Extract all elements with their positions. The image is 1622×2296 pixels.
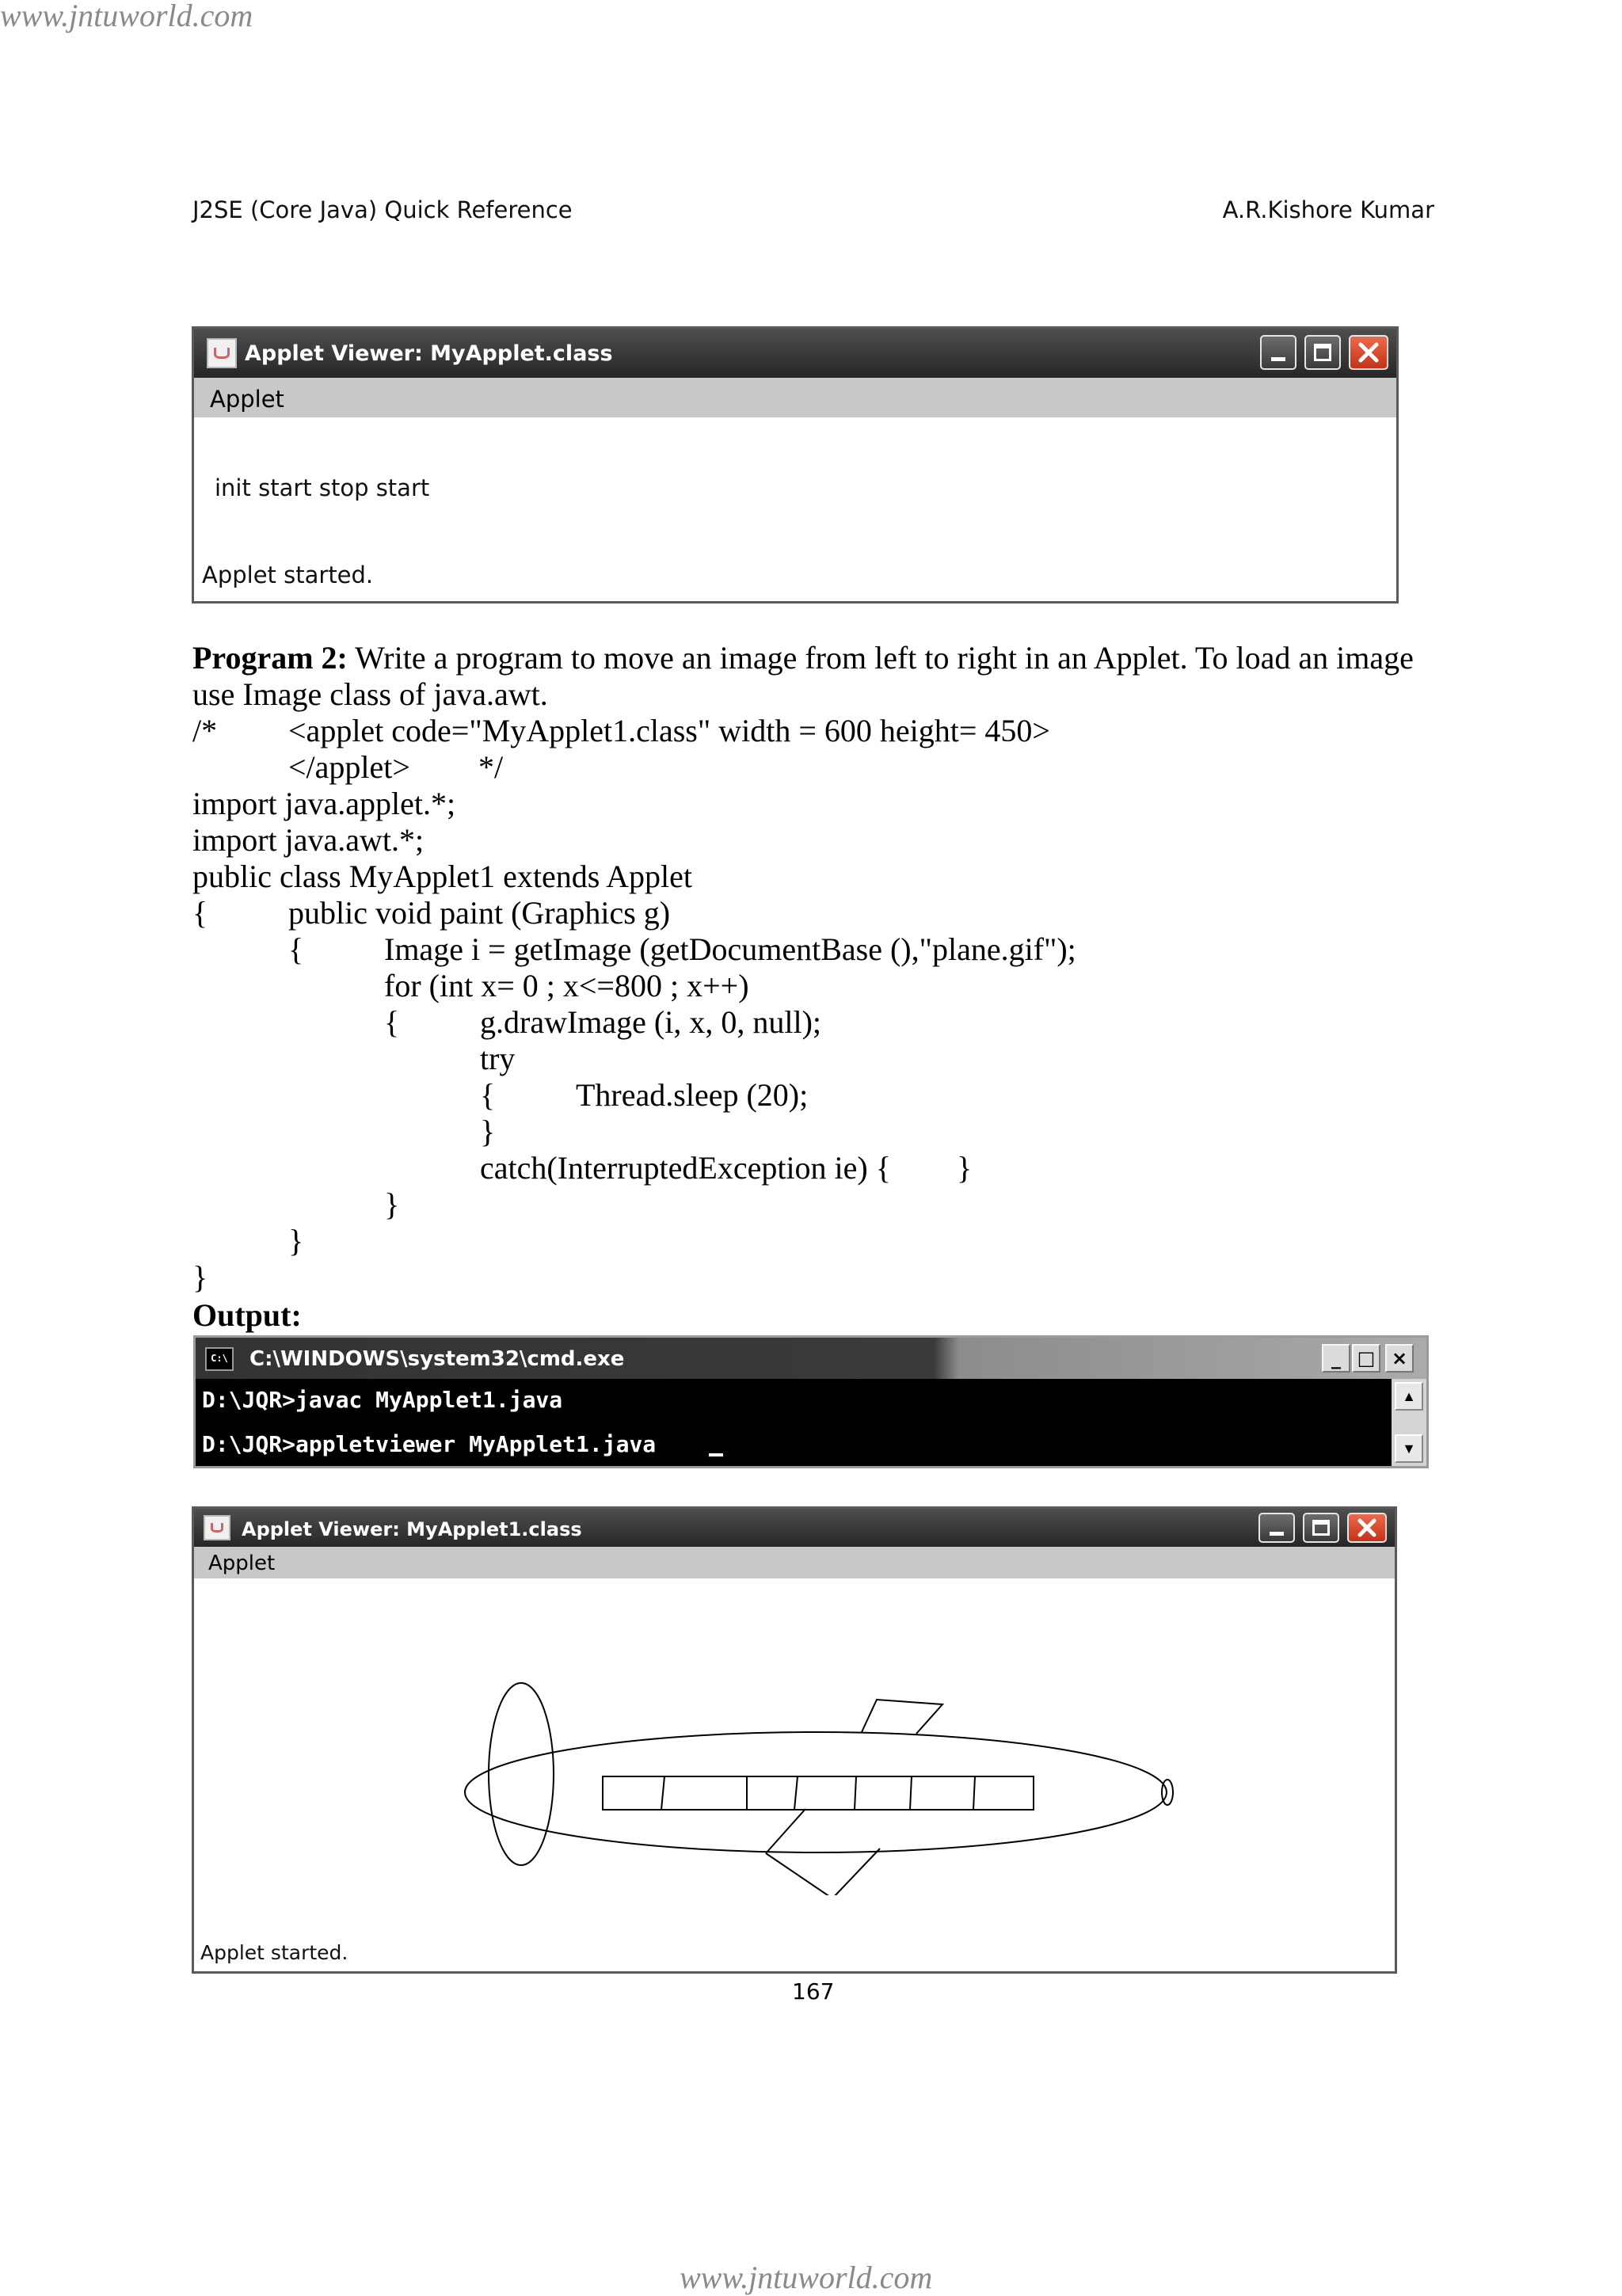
- window-1-content-text: init start stop start: [215, 474, 430, 501]
- cmd-maximize-button[interactable]: □: [1352, 1344, 1380, 1373]
- cmd-line-2: D:\JQR>appletviewer MyApplet1.java: [202, 1431, 657, 1457]
- watermark-bottom: www.jntuworld.com: [680, 2260, 933, 2295]
- menu-applet[interactable]: Applet: [208, 1552, 276, 1575]
- code-line: }: [384, 1186, 400, 1222]
- watermark-top: www.jntuworld.com: [0, 0, 253, 33]
- cmd-title: C:\WINDOWS\system32\cmd.exe: [249, 1347, 625, 1371]
- header-right: A.R.Kishore Kumar: [1222, 196, 1434, 223]
- cmd-window: [193, 1335, 1429, 1468]
- propeller: [489, 1683, 554, 1865]
- code-line: }: [480, 1114, 496, 1149]
- code-line: Thread.sleep (20);: [576, 1077, 809, 1113]
- code-line: {: [192, 895, 208, 931]
- plane-image: [194, 1578, 1395, 1895]
- cmd-close-button[interactable]: ×: [1385, 1344, 1414, 1373]
- applet-viewer-window-2: [192, 1506, 1397, 1974]
- code-line: g.drawImage (i, x, 0, null);: [480, 1004, 821, 1040]
- close-button[interactable]: [1347, 1513, 1387, 1543]
- code-line: {: [480, 1077, 496, 1113]
- code-line: import java.awt.*;: [192, 822, 425, 858]
- code-line: </applet>: [288, 749, 410, 785]
- header-left: J2SE (Core Java) Quick Reference: [192, 196, 573, 223]
- code-line: Image i = getImage (getDocumentBase (),"plane.gif");: [384, 931, 1076, 967]
- code-line: try: [480, 1041, 516, 1076]
- window-1-menubar: [194, 378, 1396, 417]
- applet-viewer-window-1: [192, 326, 1399, 604]
- minimize-button[interactable]: [1260, 335, 1296, 370]
- window-2-title: Applet Viewer: MyApplet1.class: [242, 1518, 582, 1540]
- code-line: <applet code="MyApplet1.class" width = 600 height= 450>: [288, 713, 1050, 748]
- menu-applet[interactable]: Applet: [210, 386, 284, 413]
- window-2-titlebar[interactable]: [194, 1509, 1395, 1547]
- window-1-titlebar[interactable]: [194, 329, 1396, 378]
- code-line: /*: [192, 713, 218, 748]
- code-line: public void paint (Graphics g): [288, 895, 671, 931]
- scroll-up-button[interactable]: ▲: [1395, 1382, 1423, 1411]
- code-line: }: [192, 1259, 208, 1295]
- cmd-titlebar[interactable]: [196, 1338, 1426, 1379]
- maximize-button[interactable]: [1304, 335, 1341, 370]
- cmd-minimize-button[interactable]: _: [1322, 1344, 1350, 1373]
- upper-wing: [862, 1700, 942, 1734]
- close-icon: [1357, 1518, 1376, 1537]
- code-line: {: [288, 931, 304, 967]
- code-line: }: [288, 1223, 304, 1258]
- window-strip: [603, 1776, 1034, 1810]
- scroll-down-button[interactable]: ▼: [1395, 1434, 1423, 1463]
- maximize-icon: [1312, 1520, 1330, 1536]
- code-line: {: [384, 1004, 400, 1040]
- java-cup-icon: [204, 1515, 230, 1540]
- code-line: for (int x= 0 ; x<=800 ; x++): [384, 968, 749, 1003]
- maximize-icon: [1314, 344, 1331, 361]
- window-1-status: Applet started.: [202, 562, 374, 588]
- cmd-cursor: [709, 1453, 723, 1456]
- cmd-line-1: D:\JQR>javac MyApplet1.java: [202, 1387, 563, 1413]
- code-line: */: [478, 749, 504, 785]
- program-description: Write a program to move an image from left to right in an Applet. To load an image: [347, 640, 1414, 676]
- minimize-icon: [1270, 1532, 1284, 1536]
- window-dividers: [661, 1776, 975, 1810]
- cmd-icon: C:\: [205, 1347, 234, 1371]
- code-line: }: [957, 1150, 973, 1186]
- minimize-button[interactable]: [1258, 1513, 1295, 1543]
- output-label: Output:: [192, 1297, 302, 1333]
- window-1-title: Applet Viewer: MyApplet.class: [245, 341, 613, 366]
- close-icon: [1358, 342, 1379, 363]
- cmd-scrollbar[interactable]: [1392, 1379, 1426, 1466]
- maximize-button[interactable]: [1303, 1513, 1339, 1543]
- lower-wing-edge: [766, 1853, 832, 1895]
- close-button[interactable]: [1349, 335, 1388, 370]
- window-2-menubar: [194, 1547, 1395, 1578]
- code-line: public class MyApplet1 extends Applet: [192, 859, 693, 894]
- program-description-line-1: [192, 640, 1414, 676]
- java-cup-icon: [207, 338, 237, 368]
- code-line: catch(InterruptedException ie) {: [480, 1150, 891, 1186]
- page-number: 167: [792, 1978, 835, 2005]
- program-label: Program 2:: [192, 640, 348, 676]
- program-description-line-2: use Image class of java.awt.: [192, 676, 548, 712]
- fuselage: [465, 1732, 1167, 1852]
- minimize-icon: [1271, 357, 1285, 361]
- window-2-status: Applet started.: [200, 1941, 348, 1964]
- code-line: import java.applet.*;: [192, 786, 456, 821]
